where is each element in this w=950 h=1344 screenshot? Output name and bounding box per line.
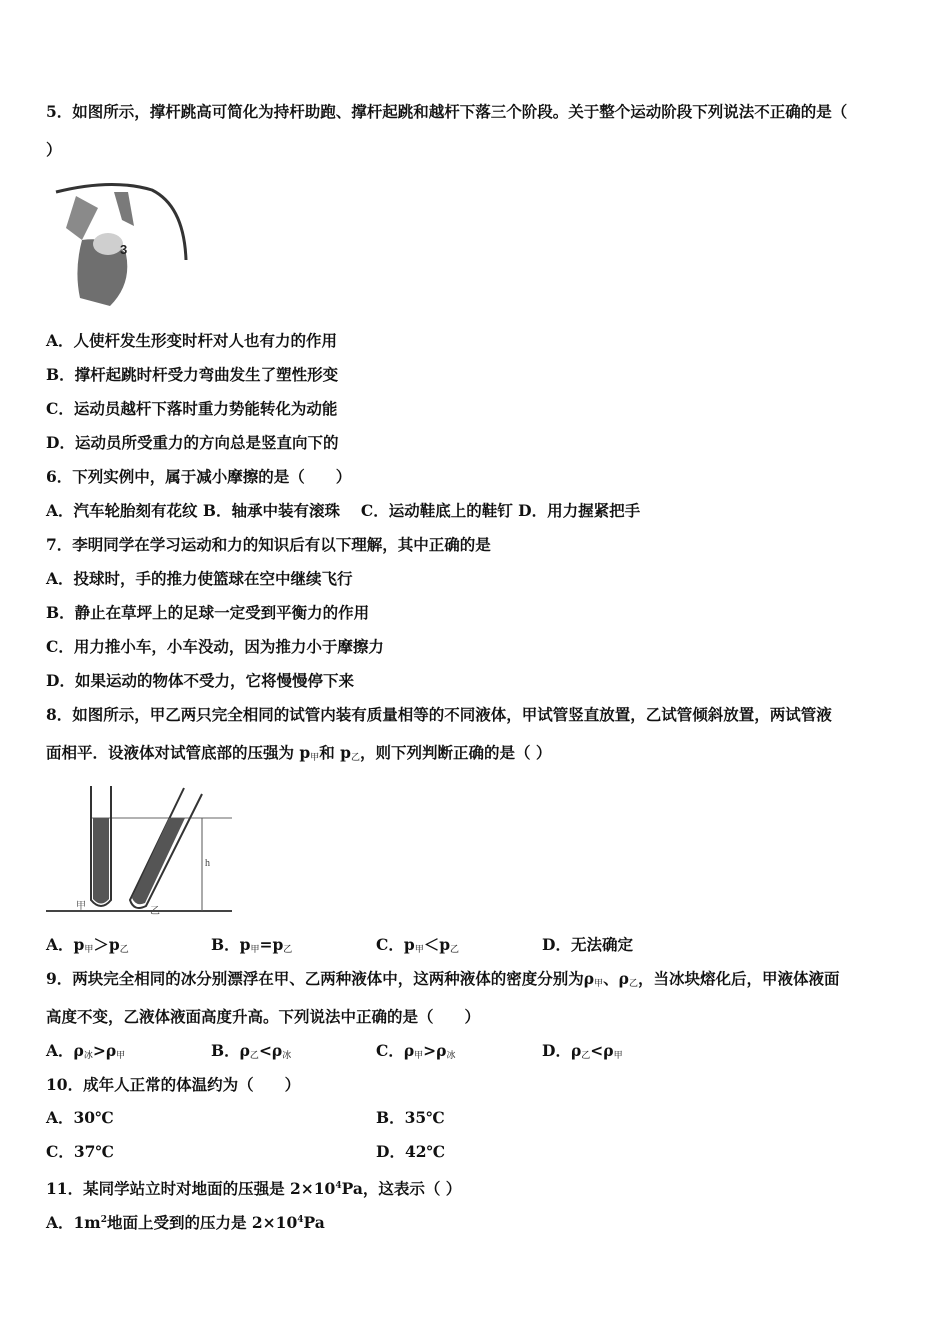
q10-stem: 10．成年人正常的体温约为（ ） xyxy=(46,1075,301,1094)
q10-option-c: C．37℃ xyxy=(46,1142,114,1161)
q5-stem-line2: ） xyxy=(46,140,62,159)
q8-option-a: A．$p_甲>p_乙$ xyxy=(46,935,129,955)
label-h: h xyxy=(205,858,210,869)
q5-option-c: C．运动员越杆下落时重力势能转化为动能 xyxy=(46,399,338,418)
q8-option-d: D．无法确定 xyxy=(542,935,633,954)
q8-stem-line2: 面相平．设液体对试管底部的压强为 $p_甲$和 $p_乙$，则下列判断正确的是（ ） xyxy=(46,743,552,763)
q11-option-a: A．$1m^2$地面上受到的压力是 $2\times 10^4Pa$ xyxy=(46,1213,325,1232)
q7-option-d: D．如果运动的物体不受力，它将慢慢停下来 xyxy=(46,671,354,690)
q7-option-a: A．投球时，手的推力使篮球在空中继续飞行 xyxy=(46,569,353,588)
pole-vault-figure xyxy=(52,180,202,315)
q9-option-b: B．$\rho_乙<\rho_冰$ xyxy=(211,1041,292,1061)
bib-number: 3 xyxy=(120,242,128,257)
q5-option-d: D．运动员所受重力的方向总是竖直向下的 xyxy=(46,433,339,452)
q6-options: A．汽车轮胎刻有花纹 B．轴承中装有滚珠 C．运动鞋底上的鞋钉 D．用力握紧把手 xyxy=(46,501,641,520)
q10-option-a: A．30℃ xyxy=(46,1108,114,1127)
q11-stem: 11．某同学站立时对地面的压强是 $2\times 10^4Pa$，这表示（ ） xyxy=(46,1179,462,1198)
q9-stem-line1: 9．两块完全相同的冰分别漂浮在甲、乙两种液体中，这两种液体的密度分别为$\rho_甲$、$\rho_乙$，当冰块熔化后，甲液体液面 xyxy=(46,969,840,989)
q9-stem-line2: 高度不变，乙液体液面高度升高。下列说法中正确的是（ ） xyxy=(46,1007,481,1026)
q8-option-b: B．$p_甲=p_乙$ xyxy=(211,935,293,955)
label-yi: 乙 xyxy=(150,906,160,916)
q5-option-a: A．人使杆发生形变时杆对人也有力的作用 xyxy=(46,331,338,350)
q9-option-a: A．$\rho_冰>\rho_甲$ xyxy=(46,1041,126,1061)
q10-option-d: D．42℃ xyxy=(376,1142,446,1161)
q5-stem-line1: 5．如图所示，撑杆跳高可简化为持杆助跑、撑杆起跳和越杆下落三个阶段。关于整个运动阶段下列说法不正确的是（ xyxy=(46,102,848,121)
q8-option-c: C．$p_甲<p_乙$ xyxy=(376,935,460,955)
test-tube-figure xyxy=(46,784,236,916)
q9-option-d: D．$\rho_乙<\rho_甲$ xyxy=(542,1041,623,1061)
q7-option-b: B．静止在草坪上的足球一定受到平衡力的作用 xyxy=(46,603,370,622)
q7-stem: 7．李明同学在学习运动和力的知识后有以下理解，其中正确的是 xyxy=(46,535,491,554)
q8-stem-line1: 8．如图所示，甲乙两只完全相同的试管内装有质量相等的不同液体，甲试管竖直放置，乙试管倾斜放置，两试管液 xyxy=(46,705,832,724)
q5-option-b: B．撑杆起跳时杆受力弯曲发生了塑性形变 xyxy=(46,365,339,384)
q9-option-c: C．$\rho_甲>\rho_冰$ xyxy=(376,1041,456,1061)
q6-stem: 6．下列实例中，属于减小摩擦的是（ ） xyxy=(46,467,352,486)
label-jia: 甲 xyxy=(76,901,86,912)
q10-option-b: B．35℃ xyxy=(376,1108,445,1127)
q7-option-c: C．用力推小车，小车没动，因为推力小于摩擦力 xyxy=(46,637,384,656)
